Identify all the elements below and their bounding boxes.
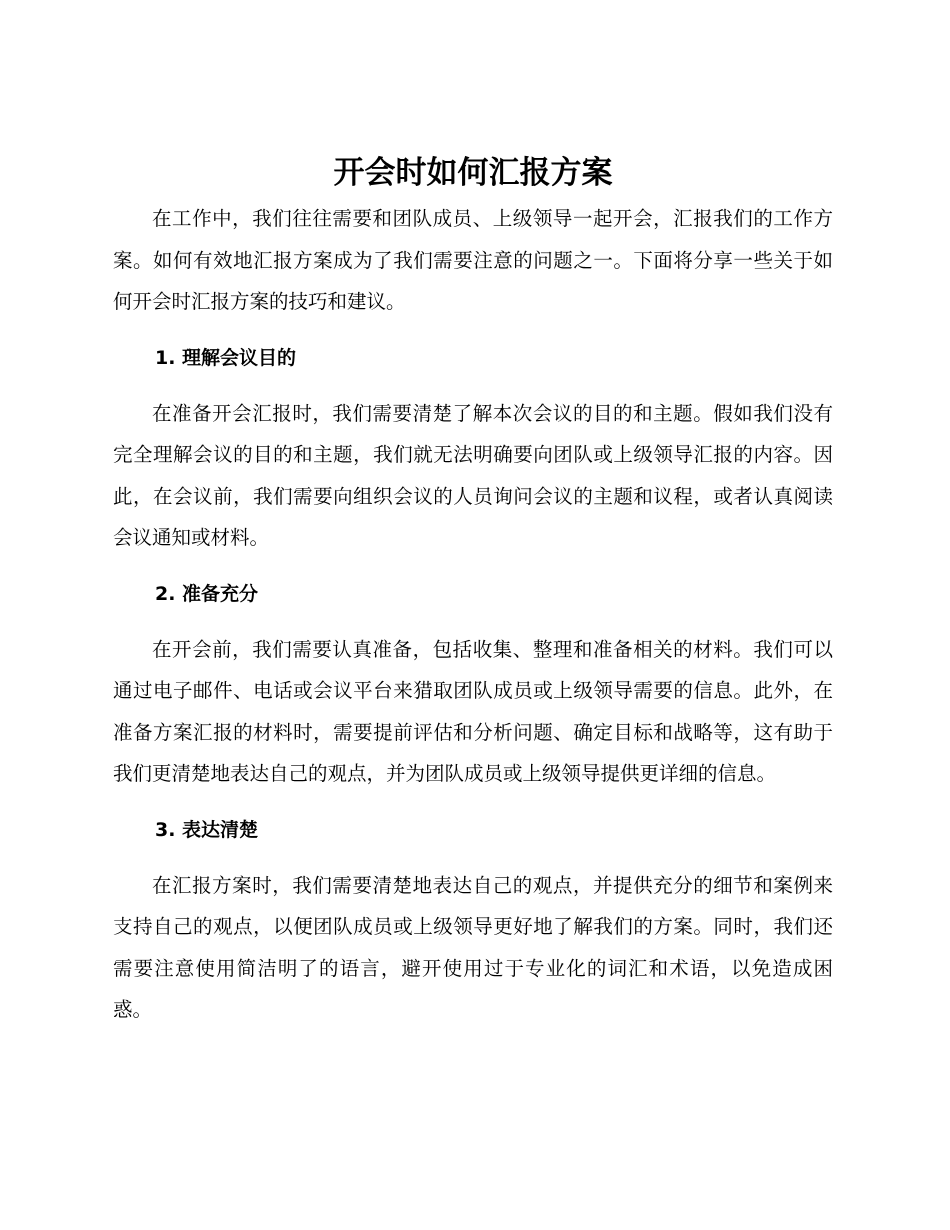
section-heading-3: 3. 表达清楚 xyxy=(155,818,259,841)
section-body-2: 在开会前，我们需要认真准备，包括收集、整理和准备相关的材料。我们可以通过电子邮件、电话或会议平台来猎取团队成员或上级领导需要的信息。此外，在准备方案汇报的材料时，需要提前评估和分析问题、确定目标和战略等，这有助于我们更清楚地表达自己的观点，并为团队成员或上级领导提供更详细的信息。 xyxy=(113,637,833,785)
section-heading-1: 1. 理解会议目的 xyxy=(155,346,297,369)
section-body-1: 在准备开会汇报时，我们需要清楚了解本次会议的目的和主题。假如我们没有完全理解会议的目的和主题，我们就无法明确要向团队或上级领导汇报的内容。因此，在会议前，我们需要向组织会议的人员询问会议的主题和议程，或者认真阅读会议通知或材料。 xyxy=(113,401,833,549)
section-heading-2: 2. 准备充分 xyxy=(155,582,259,605)
section-body-3: 在汇报方案时，我们需要清楚地表达自己的观点，并提供充分的细节和案例来支持自己的观点，以便团队成员或上级领导更好地了解我们的方案。同时，我们还需要注意使用简洁明了的语言，避开使用过于专业化的词汇和术语，以免造成困惑。 xyxy=(113,873,833,1021)
intro-paragraph: 在工作中，我们往往需要和团队成员、上级领导一起开会，汇报我们的工作方案。如何有效地汇报方案成为了我们需要注意的问题之一。下面将分享一些关于如何开会时汇报方案的技巧和建议。 xyxy=(113,207,833,313)
document-title: 开会时如何汇报方案 xyxy=(333,155,613,191)
document-content xyxy=(113,150,833,1031)
